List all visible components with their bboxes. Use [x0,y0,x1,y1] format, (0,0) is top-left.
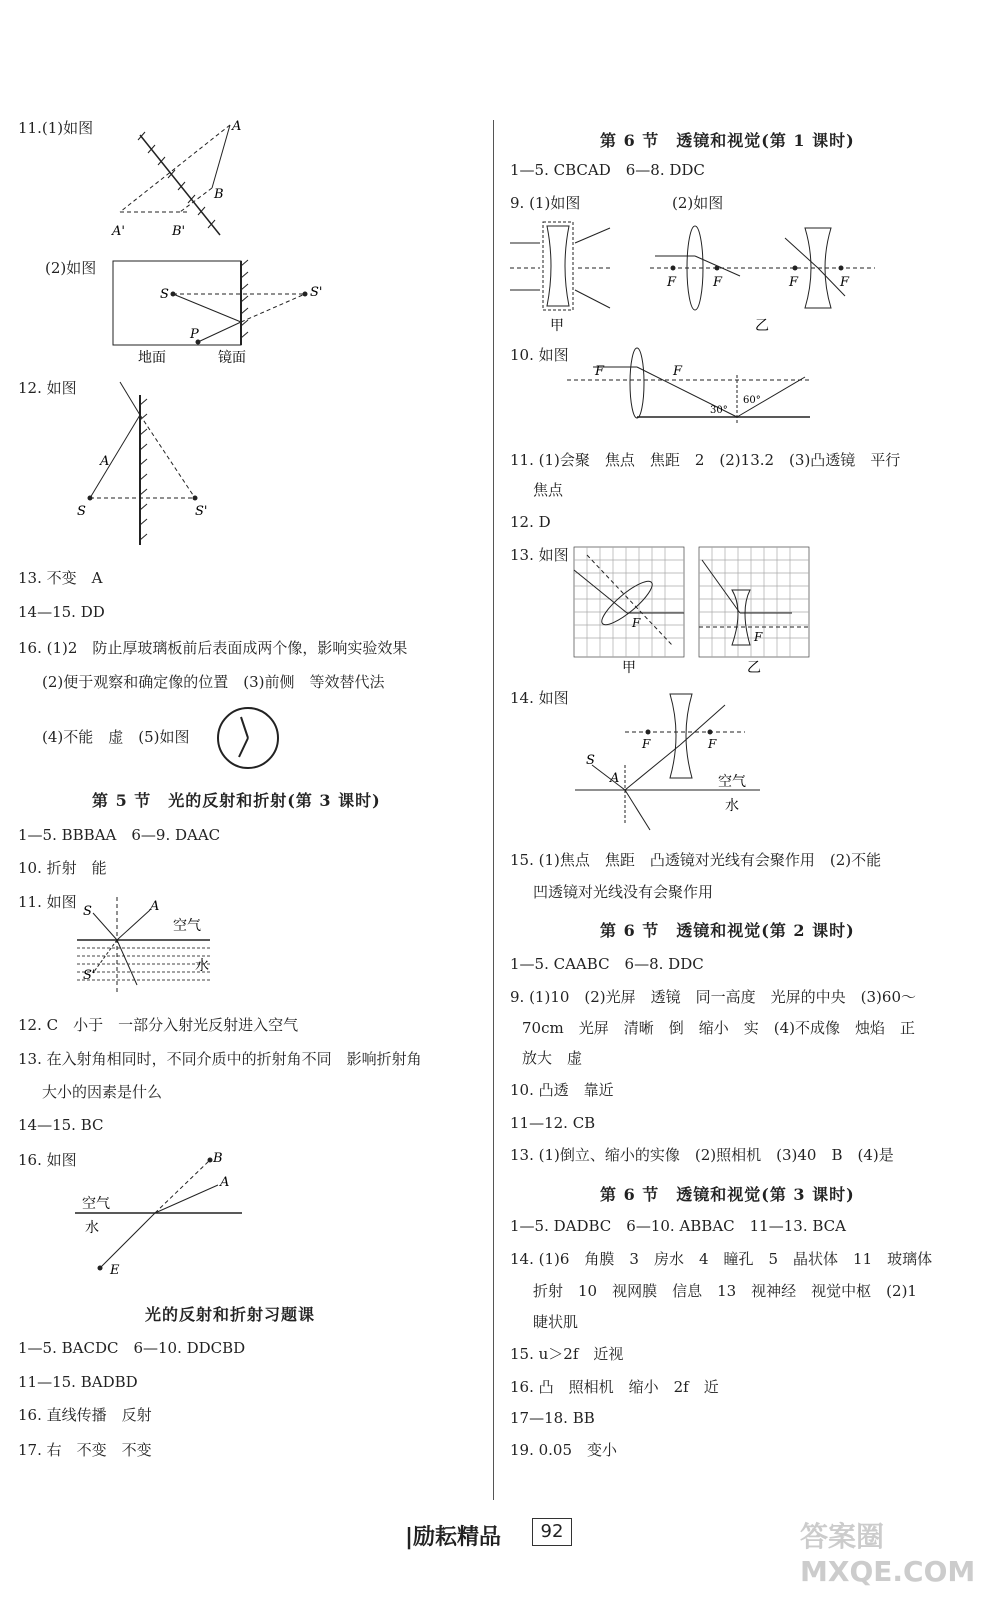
watermark: 答案圈 MXQE.COM [800,1520,976,1588]
s6a-line9: 15. (1)焦点 焦距 凸透镜对光线有会聚作用 (2)不能 [510,851,882,869]
s6c-line6: 16. 凸 照相机 缩小 2f 近 [510,1378,719,1396]
s6a-line1: 1—5. CBCAD 6—8. DDC [510,161,705,179]
svg-text:A: A [232,119,242,134]
column-divider [493,120,494,1500]
s6a-line6: 12. D [510,513,551,531]
svg-text:30°: 30° [710,405,728,416]
sec5-line5: 13. 在入射角相同时，不同介质中的折射角不同 影响折射角 [18,1050,422,1068]
s6a-line4: 11. (1)会聚 焦点 焦距 2 (2)13.2 (3)凸透镜 平行 [510,451,901,469]
q13: 13. 不变 A [18,569,103,587]
s6a-line2a: 9. (1)如图 [510,194,581,212]
svg-text:S: S [160,287,169,302]
svg-text:A: A [150,899,160,914]
s6a-line10: 凹透镜对光线没有会聚作用 [533,883,714,901]
svg-text:B: B [214,187,224,202]
q12-label: 12. 如图 [18,379,77,397]
svg-text:F: F [840,275,850,290]
q11-label2: (2)如图 [45,259,97,277]
section6-3-title: 第 6 节 透镜和视觉(第 3 课时) [600,1185,855,1204]
s6a-line8: 14. 如图 [510,689,569,707]
review-title: 光的反射和折射习题课 [145,1305,316,1324]
s6c-line8: 19. 0.05 变小 [510,1441,618,1459]
svg-text:F: F [713,275,723,290]
svg-text:F: F [642,737,651,751]
s6a-q9-diagrams [505,218,875,338]
s6c-line7: 17—18. BB [510,1409,595,1427]
s6a-line7: 13. 如图 [510,546,569,564]
svg-text:S: S [586,753,595,768]
s6b-line7: 13. (1)倒立、缩小的实像 (2)照相机 (3)40 B (4)是 [510,1146,894,1164]
svg-text:空气: 空气 [82,1196,110,1212]
svg-text:60°: 60° [743,395,761,406]
review-line3: 16. 直线传播 反射 [18,1406,152,1424]
section6-1-title: 第 6 节 透镜和视觉(第 1 课时) [600,131,855,150]
svg-text:乙: 乙 [747,660,761,676]
section6-2-title: 第 6 节 透镜和视觉(第 2 课时) [600,921,855,940]
svg-text:A: A [100,454,110,469]
svg-text:乙: 乙 [755,318,769,334]
clock-icon [215,705,285,775]
s6a-q13-grids [572,545,812,675]
s6a-line5: 焦点 [533,481,564,499]
q16-b: (2)便于观察和确定像的位置 (3)前侧 等效替代法 [42,673,385,691]
svg-text:S': S' [310,285,323,300]
q11-label: 11.(1)如图 [18,119,94,137]
svg-text:水: 水 [195,958,209,974]
svg-text:F: F [673,364,683,379]
svg-text:S: S [83,904,92,919]
brand-logo: |励耘精品 [405,1525,502,1550]
svg-text:地面: 地面 [138,350,166,366]
s6c-line2: 14. (1)6 角膜 3 房水 4 瞳孔 5 晶状体 11 玻璃体 [510,1250,933,1268]
s6a-line3: 10. 如图 [510,346,569,364]
svg-text:S': S' [195,504,208,519]
svg-text:F: F [708,737,717,751]
q16-c: (4)不能 虚 (5)如图 [42,728,190,746]
sec5-line6: 大小的因素是什么 [42,1083,163,1101]
svg-text:水: 水 [725,798,739,814]
s6b-line1: 1—5. CAABC 6—8. DDC [510,955,704,973]
s6b-line2: 9. (1)10 (2)光屏 透镜 同一高度 光屏的中央 (3)60～ [510,988,916,1006]
svg-text:F: F [754,630,763,644]
sec5-line1: 1—5. BBBAA 6—9. DAAC [18,826,221,844]
sec5-line8: 16. 如图 [18,1151,77,1169]
svg-text:A: A [610,771,620,786]
sec5-line4: 12. C 小于 一部分入射光反射进入空气 [18,1016,299,1034]
svg-text:S: S [77,504,86,519]
s6b-line6: 11—12. CB [510,1114,596,1132]
review-line1: 1—5. BACDC 6—10. DDCBD [18,1339,246,1357]
s6b-line5: 10. 凸透 靠近 [510,1081,614,1099]
svg-text:水: 水 [85,1220,99,1236]
s6a-q14-diagram [570,690,770,835]
q11-diagram-2 [110,258,330,368]
page-number: 92 [532,1518,572,1546]
s6c-line4: 睫状肌 [533,1313,579,1331]
svg-text:A: A [220,1175,230,1190]
section5-title: 第 5 节 光的反射和折射(第 3 课时) [92,791,381,810]
s6c-line3: 折射 10 视网膜 信息 13 视神经 视觉中枢 (2)1 [533,1282,917,1300]
svg-text:B: B [213,1151,223,1166]
svg-text:F: F [595,364,605,379]
review-line4: 17. 右 不变 不变 [18,1441,152,1459]
q11-diagram-1 [100,120,260,245]
svg-text:B': B' [172,224,186,239]
svg-text:F: F [632,616,641,630]
svg-text:空气: 空气 [718,774,746,790]
svg-text:F: F [789,275,799,290]
svg-text:P: P [190,327,199,342]
s6a-line2b: (2)如图 [672,194,724,212]
s6c-line5: 15. u＞2f 近视 [510,1345,624,1363]
svg-text:S': S' [83,968,96,983]
svg-text:E: E [110,1263,120,1278]
q12-diagram [75,380,235,550]
svg-text:甲: 甲 [622,660,636,676]
q16-a: 16. (1)2 防止厚玻璃板前后表面成两个像，影响实验效果 [18,639,408,657]
sec5-q16-diagram [70,1150,255,1280]
svg-text:镜面: 镜面 [218,350,246,366]
svg-text:空气: 空气 [173,918,201,934]
sec5-refraction-diagram [75,895,225,1000]
s6c-line1: 1—5. DADBC 6—10. ABBAC 11—13. BCA [510,1217,846,1235]
q14-15: 14—15. DD [18,603,105,621]
svg-text:甲: 甲 [550,318,564,334]
sec5-line2: 10. 折射 能 [18,859,107,877]
sec5-line7: 14—15. BC [18,1116,104,1134]
svg-text:F: F [667,275,677,290]
review-line2: 11—15. BADBD [18,1373,138,1391]
svg-text:A': A' [112,224,125,239]
sec5-line3: 11. 如图 [18,893,77,911]
s6b-line3: 70cm 光屏 清晰 倒 缩小 实 (4)不成像 烛焰 正 [522,1019,915,1037]
s6b-line4: 放大 虚 [522,1049,583,1067]
s6a-q10-diagram [565,345,815,430]
